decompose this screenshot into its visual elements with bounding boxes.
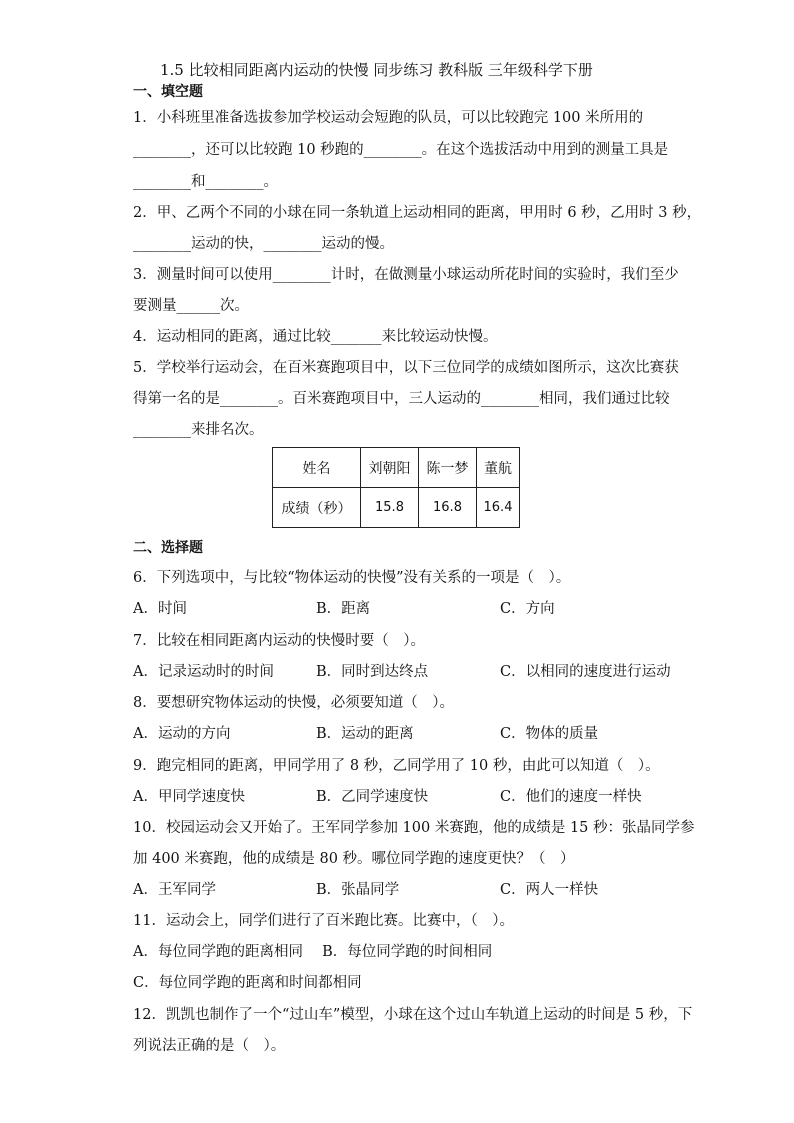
question-5-line-2: 得第一名的是________。百米赛跑项目中，三人运动的________相同，我们通过比较 <box>133 391 670 407</box>
question-6-option-c: C．方向 <box>500 601 555 617</box>
table-row-label: 成绩（秒） <box>273 488 361 528</box>
question-4: 4．运动相同的距离，通过比较_______来比较运动快慢。 <box>133 329 498 345</box>
question-12-line-1: 12．凯凯也制作了一个“过山车”模型，小球在这个过山车轨道上运动的时间是 5 秒，下 <box>133 1007 693 1023</box>
question-12-line-2: 列说法正确的是（ ）。 <box>133 1038 286 1054</box>
question-1-line-1: 1．小科班里准备选拔参加学校运动会短跑的队员，可以比较跑完 100 米所用的 <box>133 110 644 126</box>
question-3-line-2: 要测量______次。 <box>133 298 249 314</box>
question-8-option-b: B．运动的距离 <box>316 726 414 742</box>
question-10-option-b: B．张晶同学 <box>316 882 400 898</box>
question-9-option-b: B．乙同学速度快 <box>316 789 429 805</box>
question-7-option-c: C．以相同的速度进行运动 <box>500 664 671 680</box>
table-cell: 16.8 <box>419 488 477 528</box>
question-6-stem: 6．下列选项中，与比较“物体运动的快慢”没有关系的一项是（ ）。 <box>133 570 571 586</box>
question-2-line-2: ________运动的快，________运动的慢。 <box>133 236 394 252</box>
question-7-option-b: B．同时到达终点 <box>316 664 429 680</box>
table-header-cell: 董航 <box>477 448 520 488</box>
question-6-option-a: A．时间 <box>133 601 187 617</box>
question-5-line-1: 5．学校举行运动会，在百米赛跑项目中，以下三位同学的成绩如图所示，这次比赛获 <box>133 360 679 376</box>
question-9-option-c: C．他们的速度一样快 <box>500 789 642 805</box>
question-3-line-1: 3．测量时间可以使用________计时，在做测量小球运动所花时间的实验时，我们至少 <box>133 267 679 283</box>
question-9-stem: 9．跑完相同的距离，甲同学用了 8 秒，乙同学用了 10 秒，由此可以知道（ ）。 <box>133 758 660 774</box>
question-7-option-a: A．记录运动时的时间 <box>133 664 274 680</box>
question-9-option-a: A．甲同学速度快 <box>133 789 245 805</box>
table-cell: 15.8 <box>361 488 419 528</box>
question-10-stem-line-2: 加 400 米赛跑，他的成绩是 80 秒。哪位同学跑的速度更快？（ ） <box>133 851 575 867</box>
section-heading-multiple-choice: 二、选择题 <box>133 540 203 556</box>
table-row <box>273 488 520 528</box>
table-header-row <box>273 448 520 488</box>
question-10-option-a: A．王军同学 <box>133 882 216 898</box>
question-8-stem: 8．要想研究物体运动的快慢，必须要知道（ ）。 <box>133 695 454 711</box>
question-7-stem: 7．比较在相同距离内运动的快慢时要（ ）。 <box>133 633 425 649</box>
question-11-options-ab: A．每位同学跑的距离相同 B．每位同学跑的时间相同 <box>133 944 493 960</box>
table-header-cell: 陈一梦 <box>419 448 477 488</box>
question-1-line-3: ________和________。 <box>133 174 278 190</box>
question-1-line-2: ________，还可以比较跑 10 秒跑的________。在这个选拔活动中用到的测量工具是 <box>133 142 669 158</box>
question-11-option-c: C．每位同学跑的距离和时间都相同 <box>133 975 362 991</box>
question-8-option-c: C．物体的质量 <box>500 726 599 742</box>
table-header-cell: 姓名 <box>273 448 361 488</box>
question-10-option-c: C．两人一样快 <box>500 882 599 898</box>
question-11-stem: 11．运动会上，同学们进行了百米跑比赛。比赛中，（ ）。 <box>133 913 514 929</box>
page-title: 1.5 比较相同距离内运动的快慢 同步练习 教科版 三年级科学下册 <box>160 61 593 79</box>
section-heading-fill-in: 一、填空题 <box>133 84 203 100</box>
question-10-stem-line-1: 10．校园运动会又开始了。王军同学参加 100 米赛跑，他的成绩是 15 秒：张晶同学参 <box>133 820 695 836</box>
question-2-line-1: 2．甲、乙两个不同的小球在同一条轨道上运动相同的距离，甲用时 6 秒，乙用时 3 秒， <box>133 205 702 221</box>
scores-table <box>272 447 520 528</box>
question-8-option-a: A．运动的方向 <box>133 726 231 742</box>
question-5-line-3: ________来排名次。 <box>133 422 264 438</box>
table-header-cell: 刘朝阳 <box>361 448 419 488</box>
question-6-option-b: B．距离 <box>316 601 371 617</box>
table-cell: 16.4 <box>477 488 520 528</box>
